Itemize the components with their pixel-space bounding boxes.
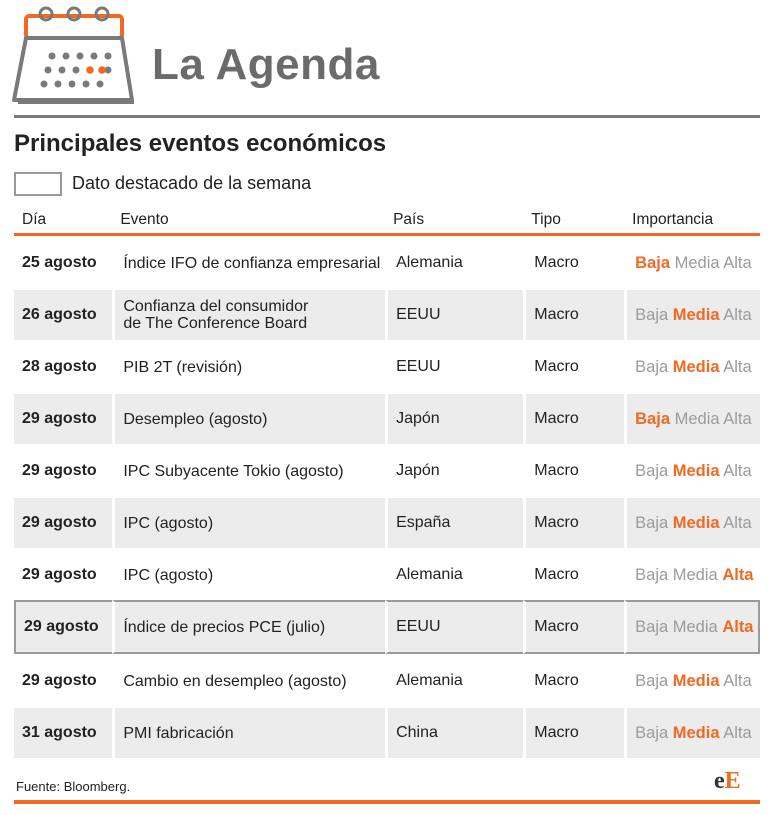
page-subtitle: Principales eventos económicos [14,130,387,157]
column-header-tipo: Tipo [523,207,624,236]
page-title: La Agenda [152,40,380,89]
cell-date: 26 agosto [14,288,112,340]
importance-high: Alta [723,305,752,324]
table-body [14,236,760,758]
cell-date: 29 agosto [14,654,112,706]
importance-high: Alta [722,565,754,584]
cell-country: China [385,706,523,758]
cell-date: 28 agosto [14,340,112,392]
importance-low: Baja [635,305,669,324]
cell-date: 29 agosto [14,548,112,600]
cell-country: Alemania [385,654,523,706]
cell-importance [624,600,760,654]
importance-low: Baja [635,723,669,742]
cell-date: 29 agosto [14,444,112,496]
cell-type: Macro [523,340,624,392]
footer-divider [14,800,760,804]
column-header-importancia: Importancia [624,207,760,236]
cell-event: Desempleo (agosto) [112,392,385,444]
events-table [14,207,760,758]
importance-medium: Media [672,565,718,584]
cell-importance [624,444,760,496]
cell-event: Índice IFO de confianza empresarial [112,236,385,288]
table-row [14,392,760,444]
legend-label: Dato destacado de la semana [72,173,312,193]
cell-event: IPC Subyacente Tokio (agosto) [112,444,385,496]
cell-type: Macro [523,496,624,548]
cell-importance [624,548,760,600]
cell-event: IPC (agosto) [112,496,385,548]
importance-low: Baja [635,357,669,376]
cell-importance [624,340,760,392]
cell-type: Macro [523,392,624,444]
column-header-dia: Día [14,207,112,236]
column-header-pais: País [385,207,523,236]
table-row [14,600,760,654]
cell-country: EEUU [385,340,523,392]
logo-letter-E: E [724,768,741,794]
cell-event: PMI fabricación [112,706,385,758]
importance-high: Alta [723,461,752,480]
cell-country: Japón [385,392,523,444]
header [0,0,770,118]
cell-type: Macro [523,444,624,496]
table-row [14,444,760,496]
importance-high: Alta [723,723,752,742]
importance-low: Baja [635,617,669,636]
importance-medium: Media [672,617,718,636]
legend-swatch [14,172,62,196]
table-row [14,288,760,340]
importance-low: Baja [635,461,669,480]
importance-low: Baja [635,409,670,428]
cell-type: Macro [523,654,624,706]
cell-date: 25 agosto [14,236,112,288]
importance-high: Alta [723,409,752,428]
importance-high: Alta [722,617,754,636]
cell-country: EEUU [385,288,523,340]
column-header-evento: Evento [112,207,385,236]
importance-medium: Media [672,513,720,532]
cell-type: Macro [523,600,624,654]
table-row [14,548,760,600]
table-row [14,236,760,288]
table-row [14,706,760,758]
publisher-logo [714,768,741,795]
importance-medium: Media [672,723,720,742]
cell-country: Alemania [385,548,523,600]
importance-medium: Media [674,409,720,428]
table-row [14,496,760,548]
cell-date: 29 agosto [14,600,112,654]
cell-importance [624,654,760,706]
importance-medium: Media [672,461,720,480]
cell-importance [624,496,760,548]
importance-low: Baja [635,565,669,584]
logo-letter-e: e [714,768,725,794]
importance-medium: Media [672,305,720,324]
importance-low: Baja [635,671,669,690]
cell-event: Confianza del consumidor de The Conference Board [112,288,385,340]
cell-event: Cambio en desempleo (agosto) [112,654,385,706]
cell-date: 31 agosto [14,706,112,758]
importance-medium: Media [672,357,720,376]
cell-event: IPC (agosto) [112,548,385,600]
importance-low: Baja [635,253,670,272]
cell-type: Macro [523,236,624,288]
importance-medium: Media [672,671,720,690]
cell-importance [624,392,760,444]
cell-type: Macro [523,706,624,758]
cell-event: Índice de precios PCE (julio) [112,600,385,654]
table-row [14,654,760,706]
cell-country: EEUU [385,600,523,654]
cell-importance [624,288,760,340]
cell-country: Japón [385,444,523,496]
cell-type: Macro [523,548,624,600]
cell-country: Alemania [385,236,523,288]
cell-importance [624,236,760,288]
importance-high: Alta [723,253,752,272]
cell-country: España [385,496,523,548]
importance-high: Alta [723,671,752,690]
importance-low: Baja [635,513,669,532]
calendar-icon [12,6,138,108]
importance-high: Alta [723,357,752,376]
table-row [14,340,760,392]
header-divider [14,115,760,118]
source-note: Fuente: Bloomberg. [16,779,131,794]
cell-date: 29 agosto [14,392,112,444]
cell-type: Macro [523,288,624,340]
importance-medium: Media [674,253,720,272]
cell-date: 29 agosto [14,496,112,548]
importance-high: Alta [723,513,752,532]
cell-event: PIB 2T (revisión) [112,340,385,392]
cell-importance [624,706,760,758]
table-header-row [14,207,760,236]
